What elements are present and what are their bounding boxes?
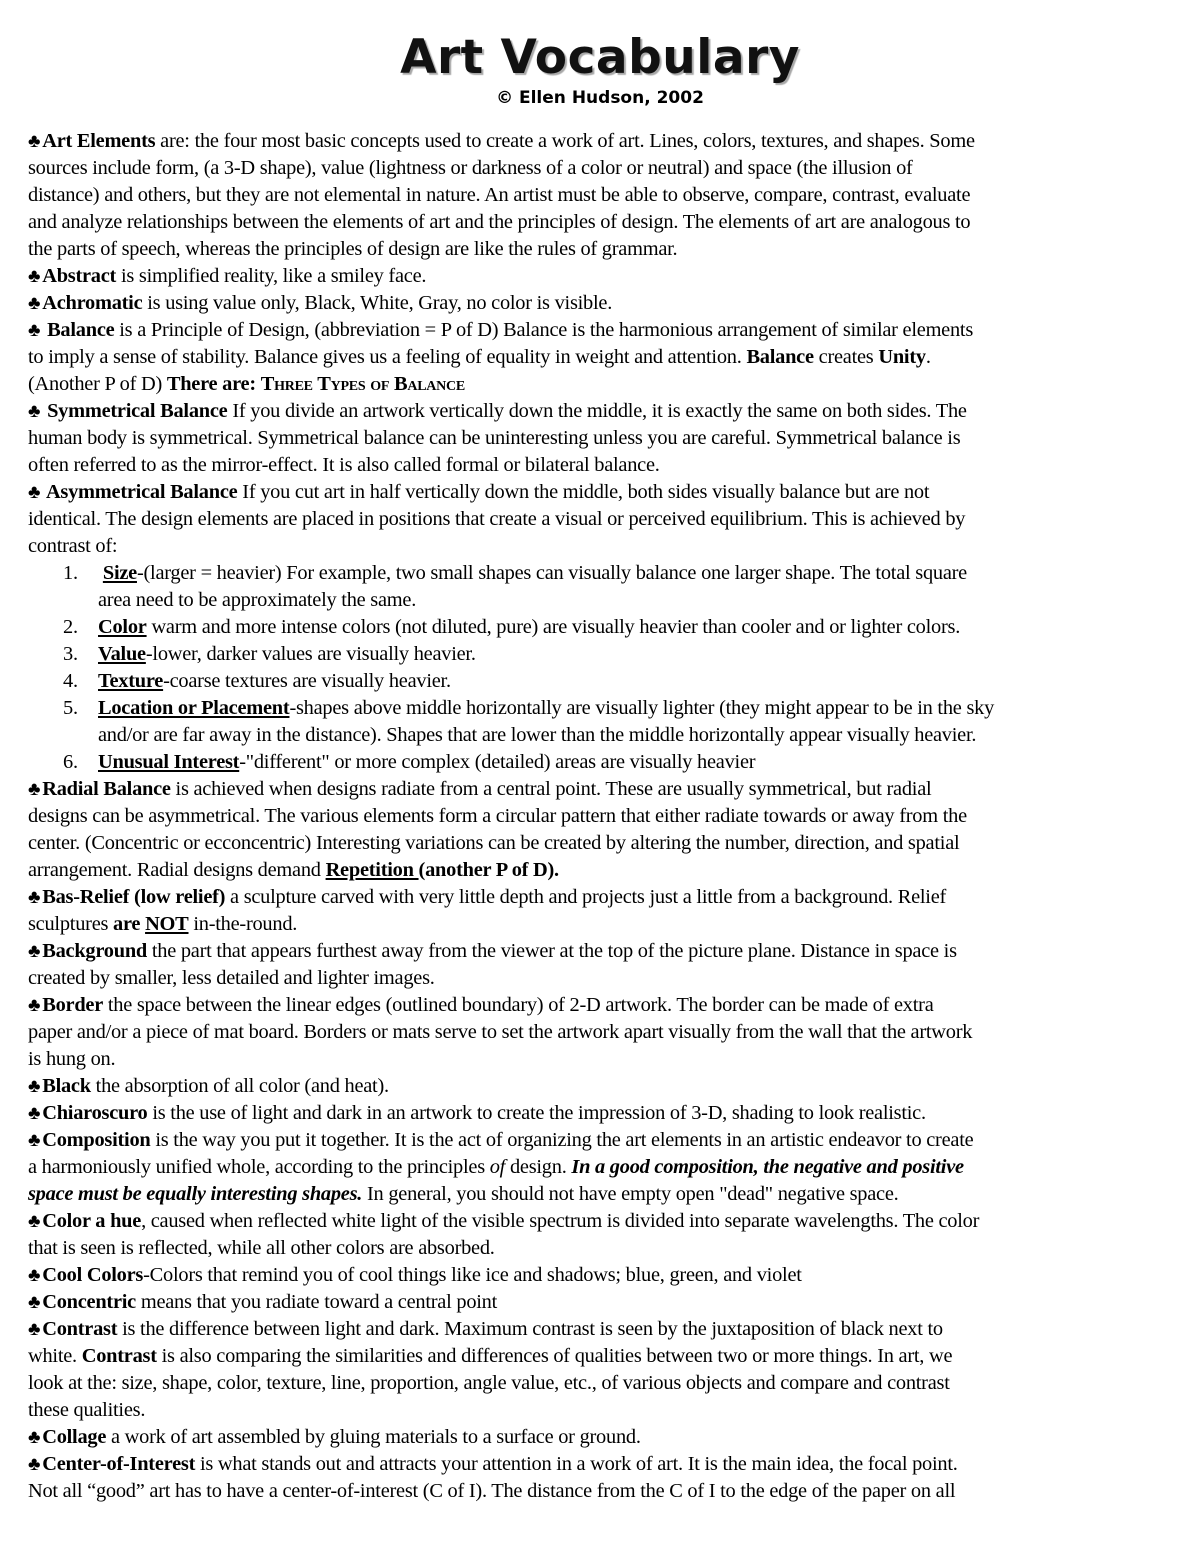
term-text: Contrast: [81, 1345, 157, 1367]
body-text: is using value only, Black, White, Gray, no color is visible.: [142, 292, 613, 314]
body-text: design.: [505, 1156, 572, 1178]
body-text: If you divide an artwork vertically down the middle, it is exactly the same on both sides. The: [227, 400, 967, 422]
term-text: There are:: [166, 373, 261, 395]
text-line: [28, 749, 1178, 776]
text-line: [28, 1127, 1178, 1154]
text-line: [28, 803, 1178, 830]
term-text: Achromatic: [42, 292, 143, 314]
list-number: 5.: [63, 697, 78, 719]
term-text: Border: [42, 994, 104, 1016]
body-text: the space between the linear edges (outlined boundary) of 2-D artwork. The border can be made of extra: [103, 994, 934, 1016]
text-line: [28, 1154, 1178, 1181]
body-text: is the way you put it together. It is the act of organizing the art elements in an artistic endeavor to create: [150, 1129, 974, 1151]
term-text: Background: [42, 940, 147, 962]
text-line: [28, 263, 1178, 290]
text-line: [28, 1316, 1178, 1343]
club-bullet-icon: ♣: [28, 1076, 41, 1097]
text-line: [28, 938, 1178, 965]
body-text: is hung on.: [28, 1048, 116, 1070]
term-text: space must be equally interesting shapes.: [28, 1183, 363, 1205]
term-text: NOT: [145, 913, 189, 935]
text-line: [28, 992, 1178, 1019]
body-text: sources include form, (a 3-D shape), value (lightness or darkness of a color or neutral) and space (the illusion of: [28, 157, 913, 179]
term-text: Balance: [42, 319, 115, 341]
text-line: [28, 1478, 1178, 1505]
club-bullet-icon: ♣: [28, 131, 41, 152]
term-text: In a good composition, the negative and positive: [571, 1156, 964, 1178]
club-bullet-icon: ♣: [28, 1103, 41, 1124]
text-line: [28, 182, 1178, 209]
term-text: Composition: [42, 1129, 151, 1151]
club-bullet-icon: ♣: [28, 1319, 41, 1340]
term-text: Art Elements: [42, 130, 156, 152]
term-text: Value: [98, 643, 146, 665]
term-text: Balance: [746, 346, 814, 368]
term-text: Center-of-Interest: [42, 1453, 196, 1475]
body-text: If you cut art in half vertically down the middle, both sides visually balance but are not: [237, 481, 930, 503]
body-text: , caused when reflected white light of the visible spectrum is divided into separate wavelengths. The color: [141, 1210, 980, 1232]
text-line: [28, 1208, 1178, 1235]
club-bullet-icon: ♣: [28, 1454, 41, 1475]
text-line: [28, 317, 1178, 344]
list-number: 6.: [63, 751, 78, 773]
body-text: white.: [28, 1345, 82, 1367]
term-text: Contrast: [42, 1318, 118, 1340]
term-text: are: [113, 913, 146, 935]
term-text: Asymmetrical Balance: [42, 481, 238, 503]
text-line: [28, 128, 1178, 155]
body-text: In general, you should not have empty open "dead" negative space.: [362, 1183, 899, 1205]
body-text: is also comparing the similarities and differences of qualities between two or more things. In art, we: [156, 1345, 953, 1367]
text-line: [28, 776, 1178, 803]
text-line: [28, 830, 1178, 857]
body-text: the parts of speech, whereas the principles of design are like the rules of grammar.: [28, 238, 678, 260]
list-number: 1.: [63, 562, 78, 584]
term-text: Bas-Relief (low relief): [42, 886, 226, 908]
text-line: [28, 1343, 1178, 1370]
text-line: [28, 1289, 1178, 1316]
club-bullet-icon: ♣: [28, 401, 41, 422]
body-text: warm and more intense colors (not diluted, pure) are visually heavier than cooler and or lighter colors.: [146, 616, 961, 638]
body-text: often referred to as the mirror-effect. It is also called formal or bilateral balance.: [28, 454, 660, 476]
text-line: [28, 1397, 1178, 1424]
body-text: and/or are far away in the distance). Shapes that are lower than the middle horizontally appear visually heavier.: [98, 724, 977, 746]
text-line: [28, 560, 1178, 587]
text-line: [28, 290, 1178, 317]
club-bullet-icon: ♣: [28, 266, 41, 287]
body-text: designs can be asymmetrical. The various elements form a circular pattern that either radiate towards or away from the: [28, 805, 967, 827]
body-text: is the use of light and dark in an artwork to create the impression of 3-D, shading to look realistic.: [147, 1102, 926, 1124]
text-line: [28, 209, 1178, 236]
list-number: 4.: [63, 670, 78, 692]
body-text: means that you radiate toward a central point: [135, 1291, 498, 1313]
list-number: 3.: [63, 643, 78, 665]
text-line: [28, 911, 1178, 938]
body-text: of: [489, 1156, 506, 1178]
text-line: [28, 695, 1178, 722]
body-text: -coarse textures are visually heavier.: [163, 670, 451, 692]
text-line: [28, 1100, 1178, 1127]
body-text: to imply a sense of stability. Balance gives us a feeling of equality in weight and attention.: [28, 346, 747, 368]
term-text: (another P of D).: [418, 859, 559, 881]
term-text: Color a hue: [42, 1210, 142, 1232]
body-text: -(larger = heavier) For example, two small shapes can visually balance one larger shape. The total square: [136, 562, 967, 584]
body-text: area need to be approximately the same.: [98, 589, 417, 611]
body-text: is the difference between light and dark. Maximum contrast is seen by the juxtaposition of black next to: [117, 1318, 943, 1340]
club-bullet-icon: ♣: [28, 482, 41, 503]
text-line: [28, 1073, 1178, 1100]
term-text: Symmetrical Balance: [42, 400, 228, 422]
body-text: in-the-round.: [188, 913, 298, 935]
text-line: [28, 722, 1178, 749]
body-text: arrangement. Radial designs demand: [28, 859, 326, 881]
body-text: and analyze relationships between the elements of art and the principles of design. The elements of art are analogous to: [28, 211, 971, 233]
body-text: a work of art assembled by gluing materials to a surface or ground.: [106, 1426, 641, 1448]
text-line: [28, 1370, 1178, 1397]
body-text: human body is symmetrical. Symmetrical balance can be uninteresting unless you are careful. Symmetrical balance is: [28, 427, 961, 449]
term-text: Radial Balance: [42, 778, 171, 800]
text-line: [28, 479, 1178, 506]
body-text: look at the: size, shape, color, texture, line, proportion, angle value, etc., of various objects and compare and contrast: [28, 1372, 950, 1394]
term-text: Size: [102, 562, 137, 584]
club-bullet-icon: ♣: [28, 941, 41, 962]
body-text: -Colors that remind you of cool things like ice and shadows; blue, green, and violet: [143, 1264, 802, 1286]
body-text: .: [925, 346, 931, 368]
term-text: Unity: [878, 346, 926, 368]
club-bullet-icon: ♣: [28, 320, 41, 341]
body-text: is what stands out and attracts your attention in a work of art. It is the main idea, the focal point.: [195, 1453, 958, 1475]
text-line: [28, 533, 1178, 560]
text-line: [28, 668, 1178, 695]
club-bullet-icon: ♣: [28, 779, 41, 800]
vocabulary-body: [28, 128, 1178, 1505]
text-line: [28, 965, 1178, 992]
term-text: Unusual Interest: [98, 751, 240, 773]
text-line: [28, 371, 1178, 398]
text-line: [28, 344, 1178, 371]
body-text: distance) and others, but they are not elemental in nature. An artist must be able to observe, compare, contrast, evaluate: [28, 184, 971, 206]
body-text: created by smaller, less detailed and lighter images.: [28, 967, 435, 989]
body-text: is a Principle of Design, (abbreviation = P of D) Balance is the harmonious arrangement of similar elements: [114, 319, 974, 341]
body-text: Not all “good” art has to have a center-of-interest (C of I). The distance from the C of I to the edge of the paper on all: [28, 1480, 956, 1502]
body-text: creates: [813, 346, 879, 368]
term-text: Abstract: [42, 265, 117, 287]
body-text: -lower, darker values are visually heavier.: [145, 643, 476, 665]
text-line: [28, 452, 1178, 479]
club-bullet-icon: ♣: [28, 1427, 41, 1448]
text-line: [28, 1019, 1178, 1046]
text-line: [28, 1424, 1178, 1451]
text-line: [28, 425, 1178, 452]
club-bullet-icon: ♣: [28, 995, 41, 1016]
club-bullet-icon: ♣: [28, 1265, 41, 1286]
term-text: Repetition: [325, 859, 419, 881]
author-credit: © Ellen Hudson, 2002: [496, 88, 704, 108]
term-text: Collage: [42, 1426, 107, 1448]
text-line: [28, 1451, 1178, 1478]
term-text: Location or Placement: [98, 697, 290, 719]
text-line: [28, 236, 1178, 263]
body-text: -"different" or more complex (detailed) areas are visually heavier: [239, 751, 756, 773]
club-bullet-icon: ♣: [28, 293, 41, 314]
page-title: Art Vocabulary: [400, 30, 800, 85]
text-line: [28, 884, 1178, 911]
body-text: is achieved when designs radiate from a central point. These are usually symmetrical, but radial: [170, 778, 932, 800]
body-text: identical. The design elements are placed in positions that create a visual or perceived equilibrium. This is achieved by: [28, 508, 966, 530]
text-line: [28, 857, 1178, 884]
term-text: Color: [98, 616, 147, 638]
body-text: sculptures: [28, 913, 114, 935]
term-text: Three Types of Balance: [260, 373, 465, 395]
text-line: [28, 506, 1178, 533]
term-text: Concentric: [42, 1291, 136, 1313]
term-text: Black: [42, 1075, 91, 1097]
body-text: these qualities.: [28, 1399, 146, 1421]
body-text: that is seen is reflected, while all other colors are absorbed.: [28, 1237, 495, 1259]
text-line: [28, 1046, 1178, 1073]
text-line: [28, 155, 1178, 182]
term-text: Chiaroscuro: [42, 1102, 148, 1124]
text-line: [28, 1235, 1178, 1262]
body-text: a harmoniously unified whole, according to the principles: [28, 1156, 490, 1178]
text-line: [28, 641, 1178, 668]
body-text: contrast of:: [28, 535, 118, 557]
term-text: Texture: [98, 670, 164, 692]
club-bullet-icon: ♣: [28, 1211, 41, 1232]
body-text: are: the four most basic concepts used to create a work of art. Lines, colors, textures, and shapes. Some: [155, 130, 975, 152]
body-text: a sculpture carved with very little depth and projects just a little from a background. Relief: [225, 886, 947, 908]
body-text: -shapes above middle horizontally are visually lighter (they might appear to be in the sky: [289, 697, 995, 719]
text-line: [28, 587, 1178, 614]
body-text: paper and/or a piece of mat board. Borders or mats serve to set the artwork apart visually from the wall that the artwork: [28, 1021, 973, 1043]
text-line: [28, 398, 1178, 425]
body-text: is simplified reality, like a smiley face.: [116, 265, 427, 287]
body-text: (Another P of D): [28, 373, 167, 395]
body-text: the absorption of all color (and heat).: [90, 1075, 389, 1097]
text-line: [28, 1262, 1178, 1289]
text-line: [28, 614, 1178, 641]
body-text: center. (Concentric or ecconcentric) Interesting variations can be created by altering the number, direction, and spatial: [28, 832, 960, 854]
list-number: 2.: [63, 616, 78, 638]
body-text: the part that appears furthest away from the viewer at the top of the picture plane. Distance in space is: [147, 940, 957, 962]
club-bullet-icon: ♣: [28, 887, 41, 908]
club-bullet-icon: ♣: [28, 1292, 41, 1313]
text-line: [28, 1181, 1178, 1208]
term-text: Cool Colors: [42, 1264, 144, 1286]
club-bullet-icon: ♣: [28, 1130, 41, 1151]
